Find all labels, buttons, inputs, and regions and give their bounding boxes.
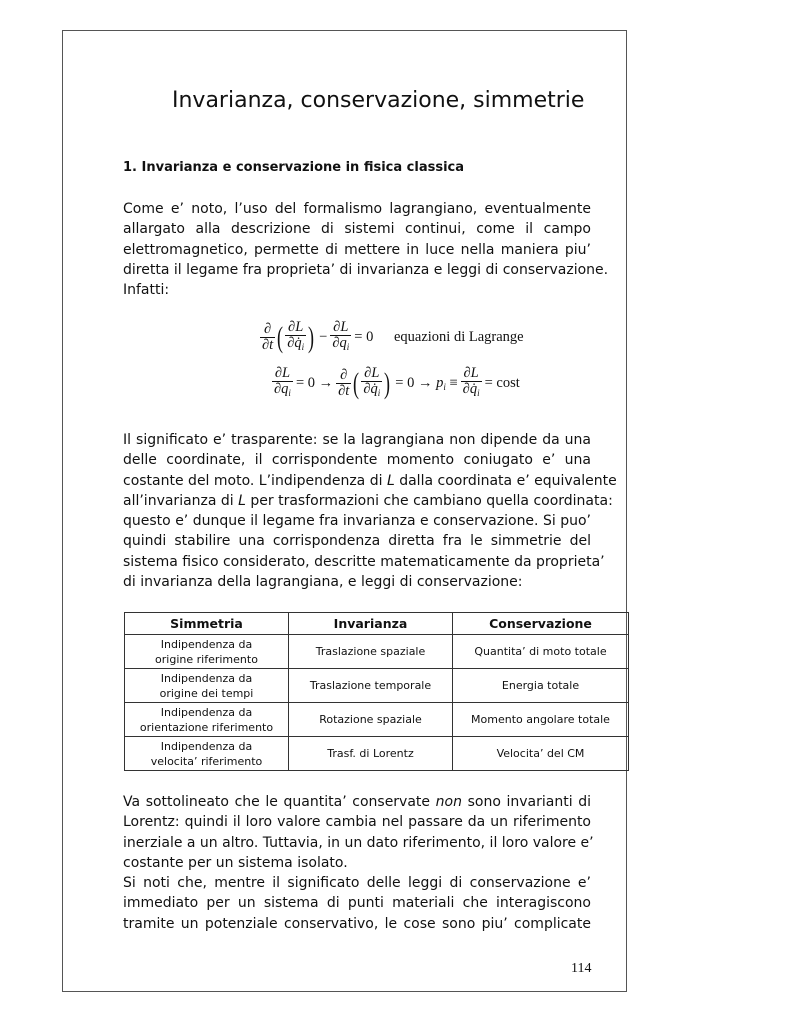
- table-cell: [125, 635, 289, 669]
- table-cell: Velocita’ del CM: [453, 737, 629, 771]
- table-cell: [125, 703, 289, 737]
- table-cell: Quantita’ di moto totale: [453, 635, 629, 669]
- cell-line: Indipendenza da: [160, 671, 253, 685]
- paragraph-lorentz: [123, 792, 594, 873]
- conservation-equation: $\frac{\partial L}{\partial q_i}$ = 0 → $\frac{\partial}{\partial t}$ ( $\frac{\partial L}{\partial q̇_i}$ ) = $0 \to p_i$ ≡ $\frac{\partial L}{\partial q̇_i}$ = cost: [274, 365, 520, 400]
- math-fraction: $\frac{\partial L}{\partial q̇_i}$: [287, 319, 305, 352]
- text-line: Lorentz: quindi il loro valore cambia nel passare da un riferimento: [123, 814, 591, 831]
- text-line: all’invarianza di L per trasformazioni che cambiano quella coordinata:: [123, 492, 613, 509]
- math-fraction: $\frac{\partial}{\partial t}$: [262, 321, 274, 353]
- paragraph-significance: [123, 430, 617, 592]
- equation-constant: cost: [496, 375, 520, 391]
- text-line: tramite un potenziale conservativo, le cose sono piu’ complicate: [123, 915, 591, 932]
- page-number: 114: [571, 961, 592, 976]
- table-cell: Momento angolare totale: [453, 703, 629, 737]
- math-paren: (: [277, 320, 284, 354]
- text-line: di invarianza della lagrangiana, e leggi di conservazione:: [123, 574, 523, 591]
- column-header: Conservazione: [453, 613, 629, 635]
- math-fraction: $\frac{\partial}{\partial t}$: [338, 367, 350, 399]
- table-row: [125, 737, 629, 771]
- table-row: [125, 703, 629, 737]
- table-cell: Trasf. di Lorentz: [289, 737, 453, 771]
- math-paren: (: [353, 366, 360, 400]
- math-fraction: $\frac{\partial L}{\partial q̇_i}$: [462, 365, 480, 398]
- text-line: diretta il legame fra proprieta’ di invarianza e leggi di conservazione.: [123, 261, 609, 278]
- table-cell: Traslazione spaziale: [289, 635, 453, 669]
- text-line: [123, 792, 591, 812]
- text-line: sistema fisico considerato, descritte matematicamente da proprieta’: [123, 553, 605, 570]
- table-row: [125, 635, 629, 669]
- text-line: delle coordinate, il corrispondente momento coniugato e’ una: [123, 452, 591, 469]
- text-line: immediato per un sistema di punti materiali che interagiscono: [123, 895, 591, 912]
- cell-line: Indipendenza da: [160, 705, 253, 719]
- column-header: Invarianza: [289, 613, 453, 635]
- cell-line: origine dei tempi: [159, 686, 254, 700]
- cell-line: velocita’ riferimento: [150, 754, 263, 768]
- cell-line: Indipendenza da: [160, 637, 253, 651]
- cell-line: Indipendenza da: [160, 739, 253, 753]
- math-paren: ): [384, 366, 391, 400]
- table-row: [125, 669, 629, 703]
- section-heading: 1. Invarianza e conservazione in fisica classica: [123, 160, 465, 175]
- text-line: questo e’ dunque il legame fra invarianza e conservazione. Si puo’: [123, 513, 591, 530]
- page-title: Invarianza, conservazione, simmetrie: [172, 88, 585, 113]
- math-fraction: $\frac{\partial L}{\partial q_i}$: [274, 365, 291, 398]
- text-line: costante del moto. L’indipendenza di L dalla coordinata e’ equivalente: [123, 472, 617, 489]
- paragraph-intro: [123, 199, 609, 300]
- table-cell: Traslazione temporale: [289, 669, 453, 703]
- equation-label: equazioni di Lagrange: [393, 329, 524, 345]
- symmetry-table: [124, 612, 629, 771]
- emphasis-text: non: [435, 794, 462, 810]
- column-header: Simmetria: [125, 613, 289, 635]
- table-cell: [125, 737, 289, 771]
- text-line: inerziale a un altro. Tuttavia, in un dato riferimento, il loro valore e’: [123, 834, 594, 851]
- text-line: elettromagnetico, permette di mettere in luce nella maniera piu’: [123, 241, 591, 258]
- cell-line: orientazione riferimento: [139, 720, 274, 734]
- cell-line: origine riferimento: [155, 652, 258, 666]
- text-fragment: sono invarianti di: [461, 794, 592, 810]
- text-fragment: Va sottolineato che le quantita’ conservate: [123, 794, 436, 810]
- text-line: Infatti:: [123, 282, 170, 299]
- table-cell: Rotazione spaziale: [289, 703, 453, 737]
- math-fraction: $\frac{\partial L}{\partial q̇_i}$: [363, 365, 381, 398]
- lagrange-equation: $\frac{\partial}{\partial t}$ ( $\frac{\partial L}{\partial q̇_i}$ ) − $\frac{\partial L}{\partial q_i}$ = 0 equazioni di Lagrange: [260, 320, 527, 355]
- math-fraction: $\frac{\partial L}{\partial q_i}$: [332, 319, 350, 352]
- paragraph-note: [123, 873, 591, 934]
- text-line: Il significato e’ trasparente: se la lagrangiana non dipende da una: [123, 432, 591, 448]
- table-cell: [125, 669, 289, 703]
- text-line: Si noti che, mentre il significato delle leggi di conservazione e’: [123, 875, 591, 891]
- math-paren: ): [308, 320, 315, 354]
- table-cell: Energia totale: [453, 669, 629, 703]
- text-line: quindi stabilire una corrispondenza diretta fra le simmetrie del: [123, 533, 591, 550]
- table-header-row: [125, 613, 629, 635]
- text-line: allargato alla descrizione di sistemi continui, come il campo: [123, 221, 591, 238]
- text-line: costante per un sistema isolato.: [123, 854, 348, 871]
- text-line: Come e’ noto, l’uso del formalismo lagrangiano, eventualmente: [123, 201, 591, 217]
